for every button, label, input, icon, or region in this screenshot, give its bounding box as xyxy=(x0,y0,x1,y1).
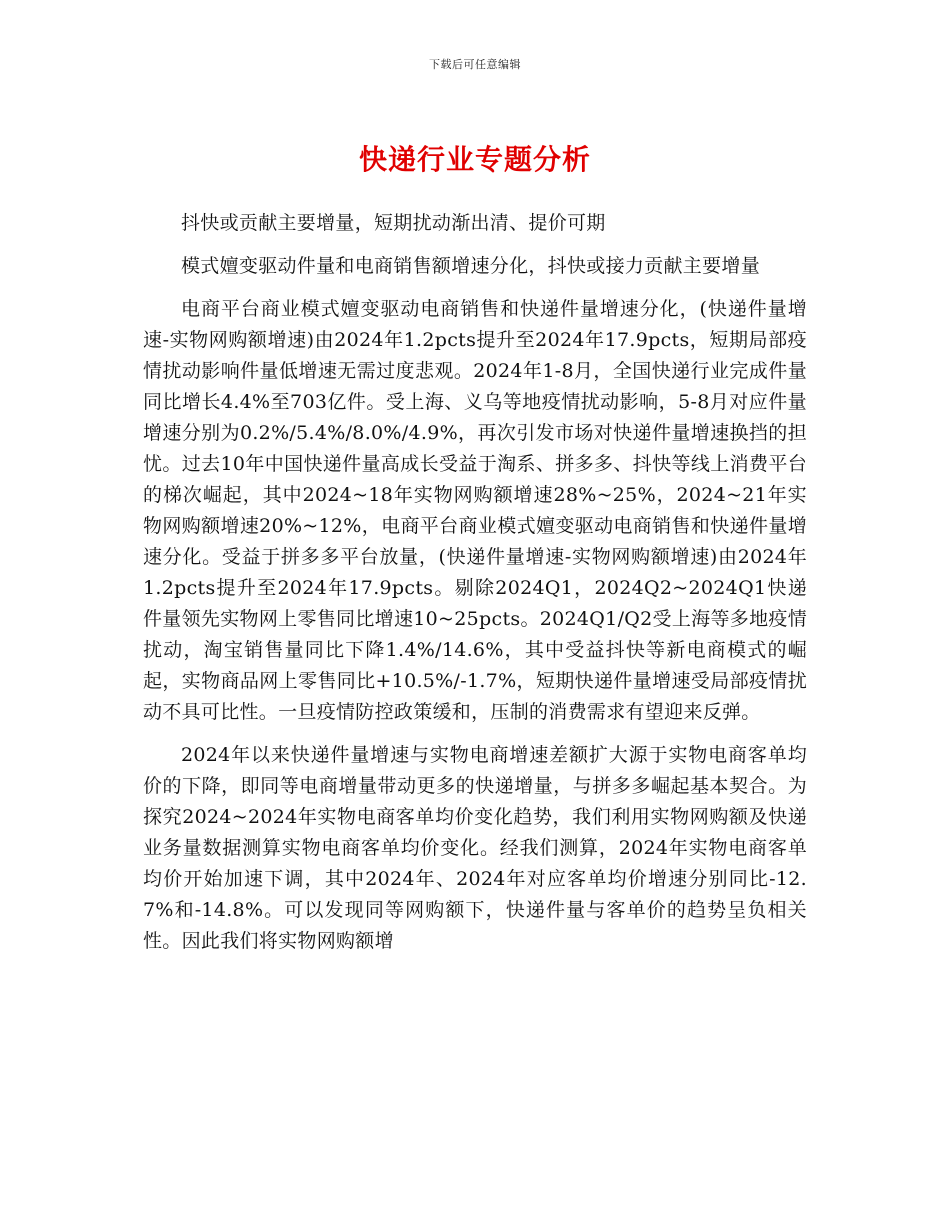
document-body xyxy=(143,208,807,957)
section-heading-paragraph: 模式嬗变驱动件量和电商销售额增速分化，抖快或接力贡献主要增量 xyxy=(181,255,761,277)
subtitle-paragraph: 抖快或贡献主要增量，短期扰动渐出清、提价可期 xyxy=(181,212,606,234)
page-title: 快递行业专题分析 xyxy=(358,143,591,176)
header-note: 下载后可任意编辑 xyxy=(429,58,521,71)
body-paragraph: 电商平台商业模式嬗变驱动电商销售和快递件量增速分化，(快递件量增速-实物网购额增速)由2024年1.2pcts提升至2024年17.9pcts，短期局部疫情扰动影响件量低增速无需过度悲观。2024年1-8月，全国快递行业完成件量同比增长4.4%至703亿件。受上海、义乌等地疫情扰动影响，5-8月对应件量增速分别为0.2%/5.4%/8.0%/4.9%，再次引发市场对快递件量增速换挡的担忧。过去10年中国快递件量高成长受益于淘系、拼多多、抖快等线上消费平台的梯次崛起，其中2024~18年实物网购额增速28%~25%，2024~21年实物网购额增速20%~12%，电商平台商业模式嬗变驱动电商销售和快递件量增速分化。受益于拼多多平台放量，(快递件量增速-实物网购额增速)由2024年1.2pcts提升至2024年17.9pcts。剔除2024Q1，2024Q2~2024Q1快递件量领先实物网上零售同比增速10~25pcts。2024Q1/Q2受上海等多地疫情扰动，淘宝销售量同比下降1.4%/14.6%，其中受益抖快等新电商模式的崛起，实物商品网上零售同比+10.5%/-1.7%，短期快递件量增速受局部疫情扰动不具可比性。一旦疫情防控政策缓和，压制的消费需求有望迎来反弹。 xyxy=(143,298,807,723)
body-paragraph: 2024年以来快递件量增速与实物电商增速差额扩大源于实物电商客单均价的下降，即同等电商增量带动更多的快递增量，与拼多多崛起基本契合。为探究2024~2024年实物电商客单均价变化趋势，我们利用实物网购额及快递业务量数据测算实物电商客单均价变化。经我们测算，2024年实物电商客单均价开始加速下调，其中2024年、2024年对应客单均价增速分别同比-12.7%和-14.8%。可以发现同等网购额下，快递件量与客单价的趋势呈负相关性。因此我们将实物网购额增 xyxy=(143,744,807,952)
